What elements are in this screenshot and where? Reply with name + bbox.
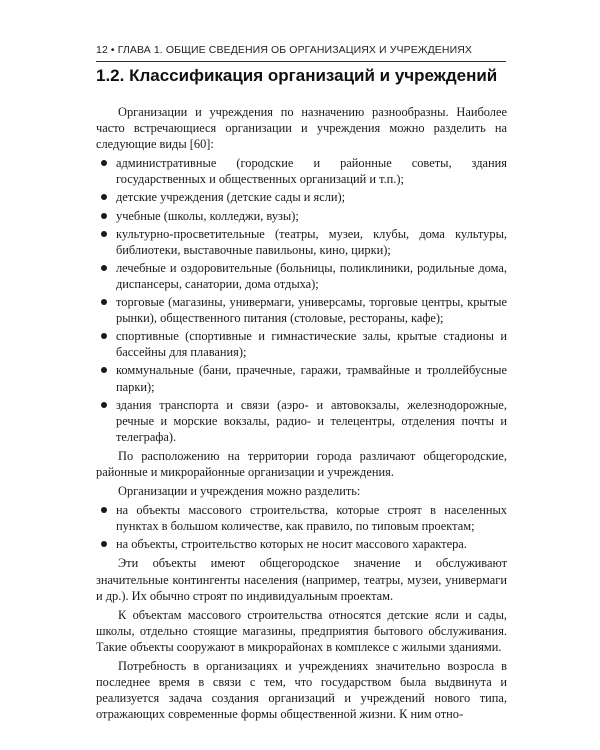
bullet-icon <box>101 402 107 408</box>
bullet-icon <box>101 507 107 513</box>
list-item-text: торговые (магазины, универмаги, универсамы, торговые центры, крытые рынки), общественного питания (столовые, рестораны, кафе); <box>116 295 507 326</box>
bullet-icon <box>101 541 107 547</box>
location-paragraph: По расположению на территории города различают общегородские, районные и микрорайонные организации и учреждения. <box>96 448 507 479</box>
list-item-text: на объекты массового строительства, которые строят в населенных пунктах в большом количестве, как правило, по типовым проектам; <box>116 503 507 534</box>
bullet-icon <box>101 265 107 271</box>
divide-paragraph: Организации и учреждения можно разделить: <box>118 484 361 499</box>
list-item-text: коммунальные (бани, прачечные, гаражи, трамвайные и троллейбусные парки); <box>116 363 507 394</box>
list-item <box>96 189 507 205</box>
list-item <box>96 155 507 187</box>
bullet-icon <box>101 194 107 200</box>
list-item <box>96 208 507 224</box>
list-item <box>96 226 507 258</box>
mass-construction-paragraph: К объектам массового строительства относятся детские ясли и сады, школы, отдельно стоящие магазины, предприятия бытового обслуживания. Такие объекты сооружают в микрорайонах в комплексе с жилыми зданиями. <box>96 607 507 654</box>
list-item <box>96 294 507 326</box>
list-item-text: здания транспорта и связи (аэро- и автовокзалы, железнодорожные, речные и морские вокзалы, радио- и телецентры, отделения почты и телеграфа). <box>116 397 507 444</box>
list-item <box>96 260 507 292</box>
types-list <box>96 155 507 445</box>
bullet-icon <box>101 333 107 339</box>
list-item-text: культурно-просветительные (театры, музеи, клубы, дома культуры, библиотеки, выставочные павильоны, кино, цирки); <box>116 226 507 257</box>
list-item <box>96 328 507 360</box>
header-rule <box>96 61 506 62</box>
bullet-icon <box>101 160 107 166</box>
bullet-icon <box>101 231 107 237</box>
list-item <box>96 362 507 394</box>
list-item-text: учебные (школы, колледжи, вузы); <box>116 208 299 223</box>
citywide-paragraph: Эти объекты имеют общегородское значение и обслуживают значительные контингенты населения (например, театры, музеи, универмаги и др.). Их обычно строят по индивидуальным проектам. <box>96 556 507 603</box>
list-item-text: административные (городские и районные советы, здания государственных и общественных организаций и т.п.); <box>116 156 507 187</box>
bullet-icon <box>101 213 107 219</box>
intro-paragraph: Организации и учреждения по назначению разнообразны. Наиболее часто встречающиеся организации и учреждения можно разделить на следующие виды [60]: <box>96 105 507 152</box>
list-item <box>96 536 507 552</box>
list-item-text: на объекты, строительство которых не носит массового характера. <box>116 537 467 552</box>
bullet-icon <box>101 299 107 305</box>
bullet-icon <box>101 367 107 373</box>
list-item <box>96 502 507 534</box>
section-title: 1.2. Классификация организаций и учреждений <box>96 66 498 85</box>
need-paragraph: Потребность в организациях и учреждениях значительно возросла в последнее время в связи с тем, что государством была выдвинута и реализуется задача создания организаций и учреждений нового типа, отражающих современные формы общественной жизни. К ним отно- <box>96 659 507 722</box>
body-text <box>96 104 507 725</box>
list-item-text: спортивные (спортивные и гимнастические залы, крытые стадионы и бассейны для плавания); <box>116 329 507 360</box>
construction-list <box>96 502 507 552</box>
running-head: 12 • ГЛАВА 1. ОБЩИЕ СВЕДЕНИЯ ОБ ОРГАНИЗАЦИЯХ И УЧРЕЖДЕНИЯХ <box>96 44 473 56</box>
list-item-text: детские учреждения (детские сады и ясли); <box>116 190 346 205</box>
list-item <box>96 397 507 445</box>
list-item-text: лечебные и оздоровительные (больницы, поликлиники, родильные дома, диспансеры, санатории, дома отдыха); <box>116 260 507 291</box>
